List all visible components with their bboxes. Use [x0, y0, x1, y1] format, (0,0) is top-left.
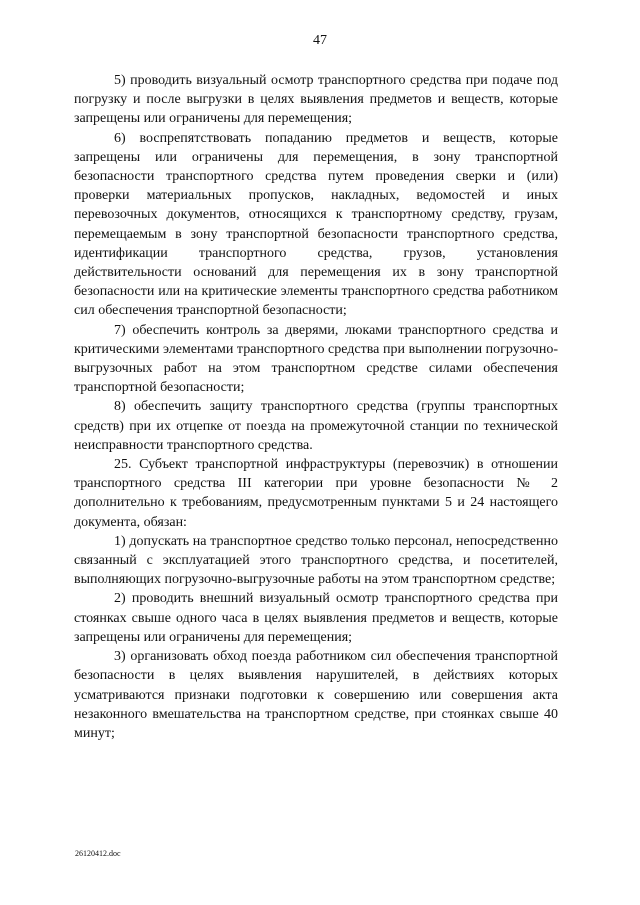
- document-body: [74, 71, 558, 743]
- paragraph-clause-25: 25. Субъект транспортной инфраструктуры (перевозчик) в отношении транспортного средства III категории при уровне безопасности № 2 дополнительно к требованиям, предусмотренным пунктами 5 и 24 настоящего документа, обязан:: [74, 457, 558, 530]
- page-number: 47: [313, 33, 327, 48]
- paragraph-item-5: 5) проводить визуальный осмотр транспортного средства при подаче под погрузку и после выгрузки в целях выявления предметов и веществ, которые запрещены или ограничены для перемещения;: [74, 73, 558, 127]
- document-filename: 26120412.doc: [75, 849, 121, 858]
- paragraph-subitem-1: 1) допускать на транспортное средство только персонал, непосредственно связанный с эксплуатацией этого транспортного средства, и посетителей, выполняющих погрузочно-выгрузочные работы на этом транспортном средстве;: [74, 533, 558, 588]
- paragraph-item-7: 7) обеспечить контроль за дверями, люками транспортного средства и критическими элементами транспортного средства при выполнении погрузочно-выгрузочных работ на этом транспортном средстве силами обеспечения транспортной безопасности;: [74, 322, 558, 396]
- paragraph-item-8: 8) обеспечить защиту транспортного средства (группы транспортных средств) при их отцепке от поезда на промежуточной станции по технической неисправности транспортного средства.: [74, 399, 558, 453]
- paragraph-subitem-2: 2) проводить внешний визуальный осмотр транспортного средства при стоянках свыше одного часа в целях выявления предметов и веществ, которые запрещены или ограничены для перемещения;: [74, 591, 558, 645]
- paragraph-item-6: 6) воспрепятствовать попаданию предметов и веществ, которые запрещены или ограничены для перемещения, в зону транспортной безопасности транспортного средства путем проведения сверки и (или) проверки материальных пропусков, накладных, ведомостей и иных перевозочных документов, относящихся к транспортному средству, грузам, перемещаемым в зону транспортной безопасности транспортного средства, идентификации транспортного средства, грузов, установления действительности оснований для перемещения их в зону транспортной безопасности или на критические элементы транспортного средства работником сил обеспечения транспортной безопасности;: [74, 130, 558, 319]
- paragraph-subitem-3: 3) организовать обход поезда работником сил обеспечения транспортной безопасности в целях выявления нарушителей, в действиях которых усматриваются признаки подготовки к совершению или совершения акта незаконного вмешательства на транспортном средстве, при стоянках свыше 40 минут;: [74, 649, 558, 741]
